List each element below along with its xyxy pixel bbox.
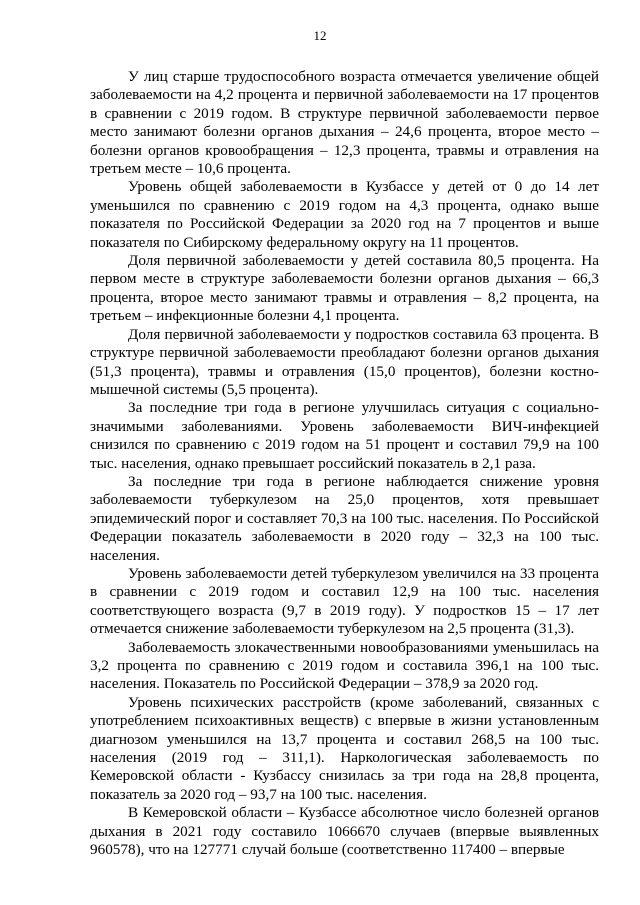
paragraph-children-tuberculosis: Уровень заболеваемости детей туберкулезом увеличился на 33 процента в сравнении с 2019 годом и составил 12,9 на 100 тыс. населения соответствующего возраста (9,7 в 2019 году). У подростков 15 – 17 лет отмечается снижение заболеваемости туберкулезом на 2,5 процента (31,3).	[90, 564, 599, 638]
paragraph-children-primary: Доля первичной заболеваемости у детей составила 80,5 процента. На первом месте в структуре заболеваемости болезни органов дыхания – 66,3 процента, второе место занимают травмы и отравления – 8,2 процента, на третьем – инфекционные болезни 4,1 процента.	[90, 252, 599, 325]
page-number: 12	[313, 28, 327, 43]
document-body	[90, 68, 599, 859]
paragraph-hiv: За последние три года в регионе улучшилась ситуация с социально-значимыми заболеваниями. Уровень заболеваемости ВИЧ-инфекцией снизился по сравнению с 2019 годом на 51 процент и составил 79,9 на 100 тыс. населения, однако превышает российский показатель в 2,1 раза.	[90, 399, 599, 472]
paragraph-children-morbidity: Уровень общей заболеваемости в Кузбассе у детей от 0 до 14 лет уменьшился по сравнению с 2019 годом на 4,3 процента, однако выше показателя по Российской Федерации за 2020 год на 7 процентов и выше показателя по Сибирскому федеральному округу на 11 процентов.	[90, 178, 599, 251]
paragraph-oncology: Заболеваемость злокачественными новообразованиями уменьшилась на 3,2 процента по сравнению с 2019 годом и составила 396,1 на 100 тыс. населения. Показатель по Российской Федерации – 378,9 за 2020 год.	[90, 638, 599, 693]
paragraph-mental-disorders: Уровень психических расстройств (кроме заболеваний, связанных с употреблением психоактивных веществ) с впервые в жизни установленным диагнозом уменьшился на 13,7 процента и составил 268,5 на 100 тыс. населения (2019 год – 311,1). Наркологическая заболеваемость по Кемеровской области - Кузбассу снизилась за три года на 28,8 процента, показатель за 2020 год – 93,7 на 100 тыс. населения.	[90, 693, 599, 803]
paragraph-adolescents-primary: Доля первичной заболеваемости у подростков составила 63 процента. В структуре первичной заболеваемости преобладают болезни органов дыхания (51,3 процента), травмы и отравления (15,0 процентов), болезни костно-мышечной системы (5,5 процента).	[90, 325, 599, 398]
paragraph-tuberculosis: За последние три года в регионе наблюдается снижение уровня заболеваемости туберкулезом на 25,0 процентов, хотя превышает эпидемический порог и составляет 70,3 на 100 тыс. населения. По Российской Федерации показатель заболеваемости в 2020 году – 32,3 на 100 тыс. населения.	[90, 472, 599, 564]
paragraph-respiratory: В Кемеровской области – Кузбассе абсолютное число болезней органов дыхания в 2021 году составило 1066670 случаев (впервые выявленных 960578), что на 127771 случай больше (соответственно 117400 – впервые	[90, 804, 599, 859]
paragraph-elderly-morbidity: У лиц старше трудоспособного возраста отмечается увеличение общей заболеваемости на 4,2 процента и первичной заболеваемости на 17 процентов в сравнении с 2019 годом. В структуре первичной заболеваемости первое место занимают болезни органов дыхания – 24,6 процента, второе место – болезни органов кровообращения – 12,3 процента, травмы и отравления на третьем месте – 10,6 процента.	[90, 68, 599, 178]
